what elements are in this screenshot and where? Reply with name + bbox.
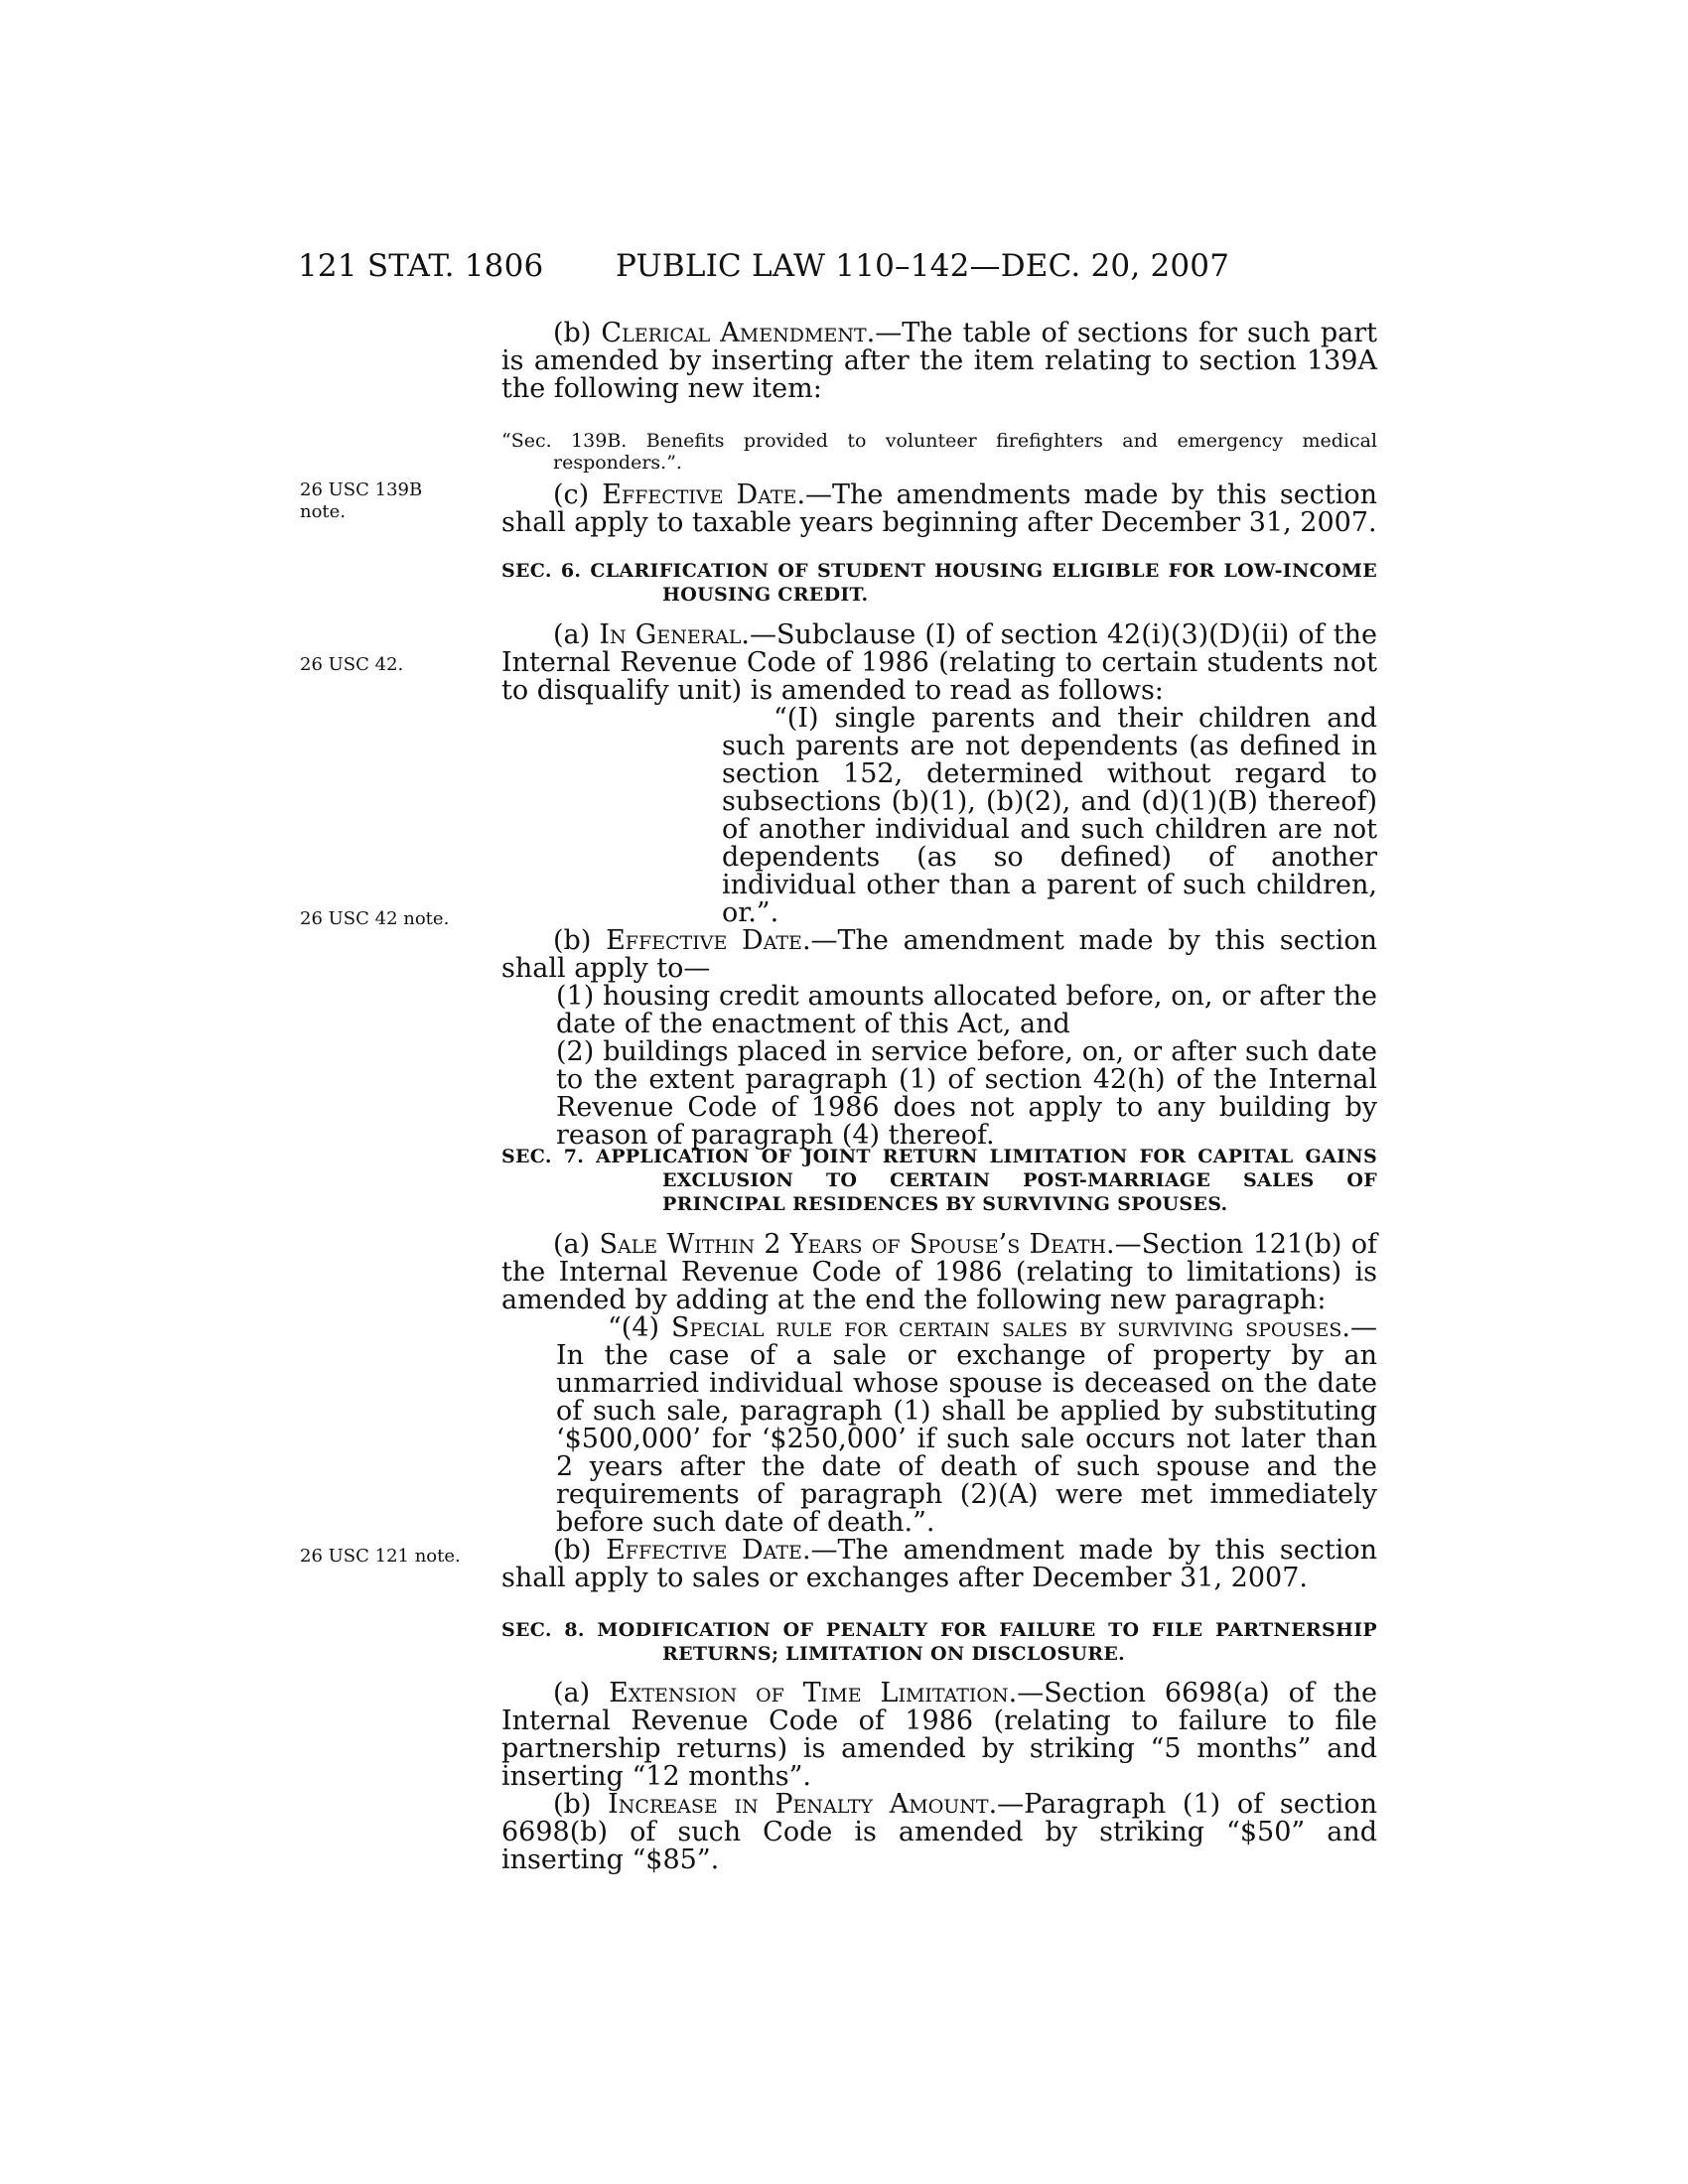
- section-8-heading-block: [501, 1618, 1377, 1666]
- quoted-text: “(I) single parents and their children and such parents are not dependents (as defined in section 152, determined without regard to subsections (b)(1), (b)(2), and (d)(1)(B) thereof) of another individual and such children are not dependents (as so defined) of another individual other than a parent of such children, or.”.: [722, 703, 1377, 928]
- paragraph: (a) Sale Within 2 Years of Spouse’s Death.—Section 121(b) of the Internal Revenue Code of 1986 (relating to limitations) is amended by adding at the end the following new paragraph:: [501, 1229, 1377, 1315]
- paragraph: (b) Increase in Penalty Amount.—Paragraph (1) of section 6698(b) of such Code is amended by striking “$50” and inserting “$85”.: [501, 1789, 1378, 1875]
- paragraph: (b) Clerical Amendment.—The table of sections for such part is amended by inserting after the item relating to section 139A the following new item:: [501, 318, 1378, 404]
- section-5-b: [501, 320, 1377, 403]
- toc-entry: “Sec. 139B. Benefits provided to volunteer firefighters and emergency medical responders.”.: [501, 430, 1377, 474]
- margin-note-42: 26 USC 42.: [300, 654, 404, 675]
- table-of-sections-item: [501, 430, 1377, 474]
- section-8: [501, 1680, 1377, 1874]
- margin-note-line: 26 USC 139B: [300, 479, 423, 500]
- section-heading: SEC. 8. MODIFICATION OF PENALTY FOR FAILURE TO FILE PARTNERSHIP RETURNS; LIMITATION ON DISCLOSURE.: [501, 1619, 1377, 1665]
- margin-note-42-note: 26 USC 42 note.: [300, 908, 450, 929]
- section-5-c: [501, 481, 1377, 537]
- section-6-heading-block: [501, 559, 1377, 607]
- section-7-heading-block: [501, 1145, 1377, 1216]
- paragraph: (a) Extension of Time Limitation.—Section 6698(a) of the Internal Revenue Code of 1986 (relating to failure to file partnership returns) is amended by striking “5 months” and inserting “12 months”.: [501, 1678, 1377, 1792]
- paragraph: (c) Effective Date.—The amendments made by this section shall apply to taxable years beginning after December 31, 2007.: [501, 479, 1377, 538]
- paragraph: (b) Effective Date.—The amendment made by this section shall apply to—: [501, 925, 1377, 984]
- list-item: (2) buildings placed in service before, on, or after such date to the extent paragraph (1) of section 42(h) of the Internal Revenue Code of 1986 does not apply to any building by reason of paragraph (4) thereof.: [556, 1036, 1377, 1151]
- section-6: [501, 621, 1377, 1150]
- paragraph: (b) Effective Date.—The amendment made by this section shall apply to sales or exchanges after December 31, 2007.: [501, 1535, 1377, 1593]
- page-reference: 121 STAT. 1806: [298, 248, 544, 284]
- margin-note-121-note: 26 USC 121 note.: [300, 1546, 461, 1567]
- paragraph: (a) In General.—Subclause (I) of section 42(i)(3)(D)(ii) of the Internal Revenue Code of 1986 (relating to certain students not to disqualify unit) is amended to read as follows:: [501, 619, 1378, 706]
- margin-note-line: note.: [300, 501, 347, 522]
- list-item: (1) housing credit amounts allocated before, on, or after the date of the enactment of this Act, and: [556, 981, 1377, 1039]
- quoted-text: “(4) Special rule for certain sales by surviving spouses.—In the case of a sale or exchange of property by an unmarried individual whose spouse is deceased on the date of such sale, paragraph (1) shall be applied by substituting ‘$500,000’ for ‘$250,000’ if such sale occurs not later than 2 years after the date of death of such spouse and the requirements of paragraph (2)(A) were met immediately before such date of death.”.: [556, 1312, 1377, 1538]
- margin-note-139b: [300, 479, 422, 523]
- section-heading: SEC. 6. CLARIFICATION OF STUDENT HOUSING ELIGIBLE FOR LOW-INCOME HOUSING CREDIT.: [501, 560, 1377, 606]
- running-header: PUBLIC LAW 110–142—DEC. 20, 2007: [616, 248, 1230, 284]
- section-7: [501, 1231, 1377, 1592]
- section-heading: SEC. 7. APPLICATION OF JOINT RETURN LIMITATION FOR CAPITAL GAINS EXCLUSION TO CERTAIN POST-MARRIAGE SALES OF PRINCIPAL RESIDENCES BY SURVIVING SPOUSES.: [501, 1146, 1377, 1215]
